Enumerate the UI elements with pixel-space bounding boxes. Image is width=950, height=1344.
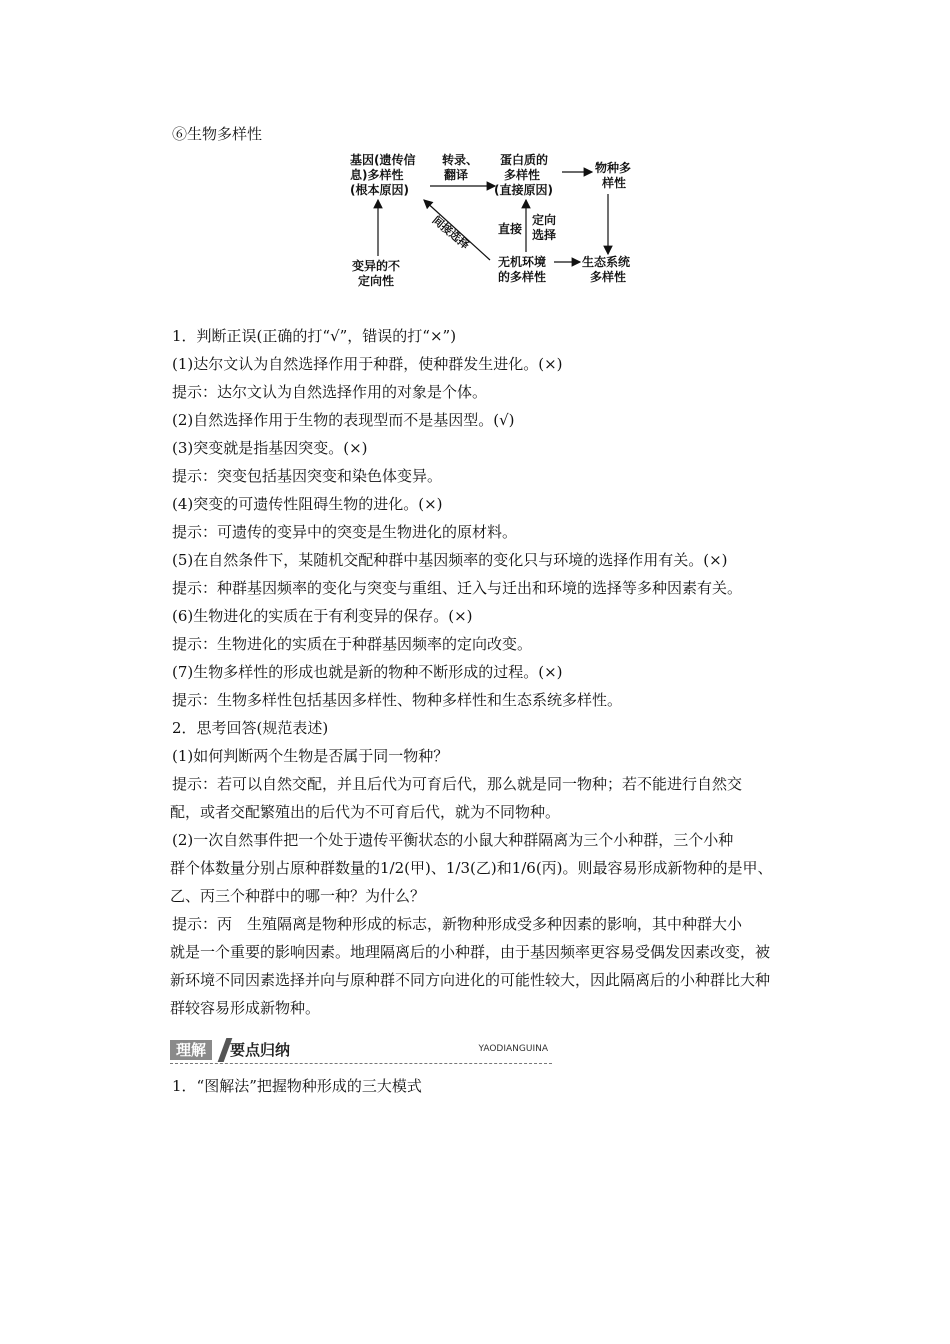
node-species-1: 物种多 [595, 161, 632, 175]
label-transcription-1: 转录、 [442, 153, 479, 167]
node-gene-1: 基因(遗传信 [350, 153, 416, 167]
node-protein-2: 多样性 [504, 168, 541, 182]
q1-item: 提示：可遗传的变异中的突变是生物进化的原材料。 [172, 523, 518, 541]
q2-question-2: (2)一次自然事件把一个处于遗传平衡状态的小鼠大种群隔离为三个小种群，三个小种 [172, 831, 734, 849]
banner-pinyin: YAODIANGUINA [478, 1044, 548, 1054]
q2-hint-2: 新环境不同因素选择并向与原种群不同方向进化的可能性较大，因此隔离后的小种群比大种 [170, 971, 771, 989]
section-title: ⑥生物多样性 [172, 125, 263, 143]
label-indirect: 间接选择 [429, 213, 472, 252]
banner-label: 理解 [170, 1040, 212, 1060]
biodiversity-diagram [340, 148, 650, 298]
label-transcription-2: 翻译 [444, 168, 469, 182]
label-directional-2: 选择 [532, 228, 557, 242]
node-protein-3: (直接原因) [494, 183, 553, 197]
final-heading: 1．“图解法”把握物种形成的三大模式 [172, 1077, 422, 1095]
section-banner [170, 1038, 552, 1064]
node-gene-2: 息)多样性 [350, 168, 404, 182]
node-species-2: 样性 [602, 176, 627, 190]
node-environment-2: 的多样性 [498, 270, 547, 284]
q2-title: 2．思考回答(规范表述) [172, 719, 329, 737]
node-mutation-1: 变异的不 [352, 259, 401, 273]
q1-item: 提示：生物多样性包括基因多样性、物种多样性和生态系统多样性。 [172, 691, 623, 709]
banner-rule [170, 1063, 552, 1064]
q1-item: (1)达尔文认为自然选择作用于种群，使种群发生进化。(×) [172, 355, 563, 373]
node-ecosystem-1: 生态系统 [582, 255, 631, 269]
q2-hint-2: 提示：丙 生殖隔离是物种形成的标志，新物种形成受多种因素的影响，其中种群大小 [172, 915, 743, 933]
node-protein-1: 蛋白质的 [500, 153, 549, 167]
q2-question-2: 群个体数量分别占原种群数量的1/2(甲)、1/3(乙)和1/6(丙)。则最容易形成新物种的是甲、 [170, 859, 773, 877]
q1-item: 提示：种群基因频率的变化与突变与重组、迁入与迁出和环境的选择等多种因素有关。 [172, 579, 743, 597]
node-gene-3: (根本原因) [350, 183, 409, 197]
q1-item: (3)突变就是指基因突变。(×) [172, 439, 368, 457]
q2-hint-2: 就是一个重要的影响因素。地理隔离后的小种群，由于基因频率更容易受偶发因素改变，被 [170, 943, 771, 961]
q1-item: (7)生物多样性的形成也就是新的物种不断形成的过程。(×) [172, 663, 563, 681]
banner-title: 要点归纳 [230, 1041, 291, 1059]
node-mutation-2: 定向性 [358, 274, 395, 288]
node-environment-1: 无机环境 [498, 255, 547, 269]
q1-item: (4)突变的可遗传性阻碍生物的进化。(×) [172, 495, 443, 513]
q1-item: (6)生物进化的实质在于有利变异的保存。(×) [172, 607, 473, 625]
q1-item: 提示：生物进化的实质在于种群基因频率的定向改变。 [172, 635, 533, 653]
q2-question-1: (1)如何判断两个生物是否属于同一物种？ [172, 747, 449, 765]
label-directional-1: 定向 [532, 213, 557, 227]
q1-item: (5)在自然条件下，某随机交配种群中基因频率的变化只与环境的选择作用有关。(×) [172, 551, 728, 569]
node-ecosystem-2: 多样性 [590, 270, 627, 284]
q1-item: (2)自然选择作用于生物的表现型而不是基因型。(√) [172, 411, 515, 429]
q2-question-2: 乙、丙三个种群中的哪一种？为什么？ [170, 887, 426, 905]
q1-item: 提示：突变包括基因突变和染色体变异。 [172, 467, 443, 485]
q2-hint-1: 配，或者交配繁殖出的后代为不可育后代，就为不同物种。 [170, 803, 561, 821]
q1-item: 提示：达尔文认为自然选择作用的对象是个体。 [172, 383, 488, 401]
q2-hint-2: 群较容易形成新物种。 [170, 999, 321, 1017]
q2-hint-1: 提示：若可以自然交配，并且后代为可育后代，那么就是同一物种；若不能进行自然交 [172, 775, 743, 793]
label-direct: 直接 [498, 222, 523, 236]
q1-title: 1．判断正误(正确的打“√”，错误的打“×”) [172, 327, 457, 345]
